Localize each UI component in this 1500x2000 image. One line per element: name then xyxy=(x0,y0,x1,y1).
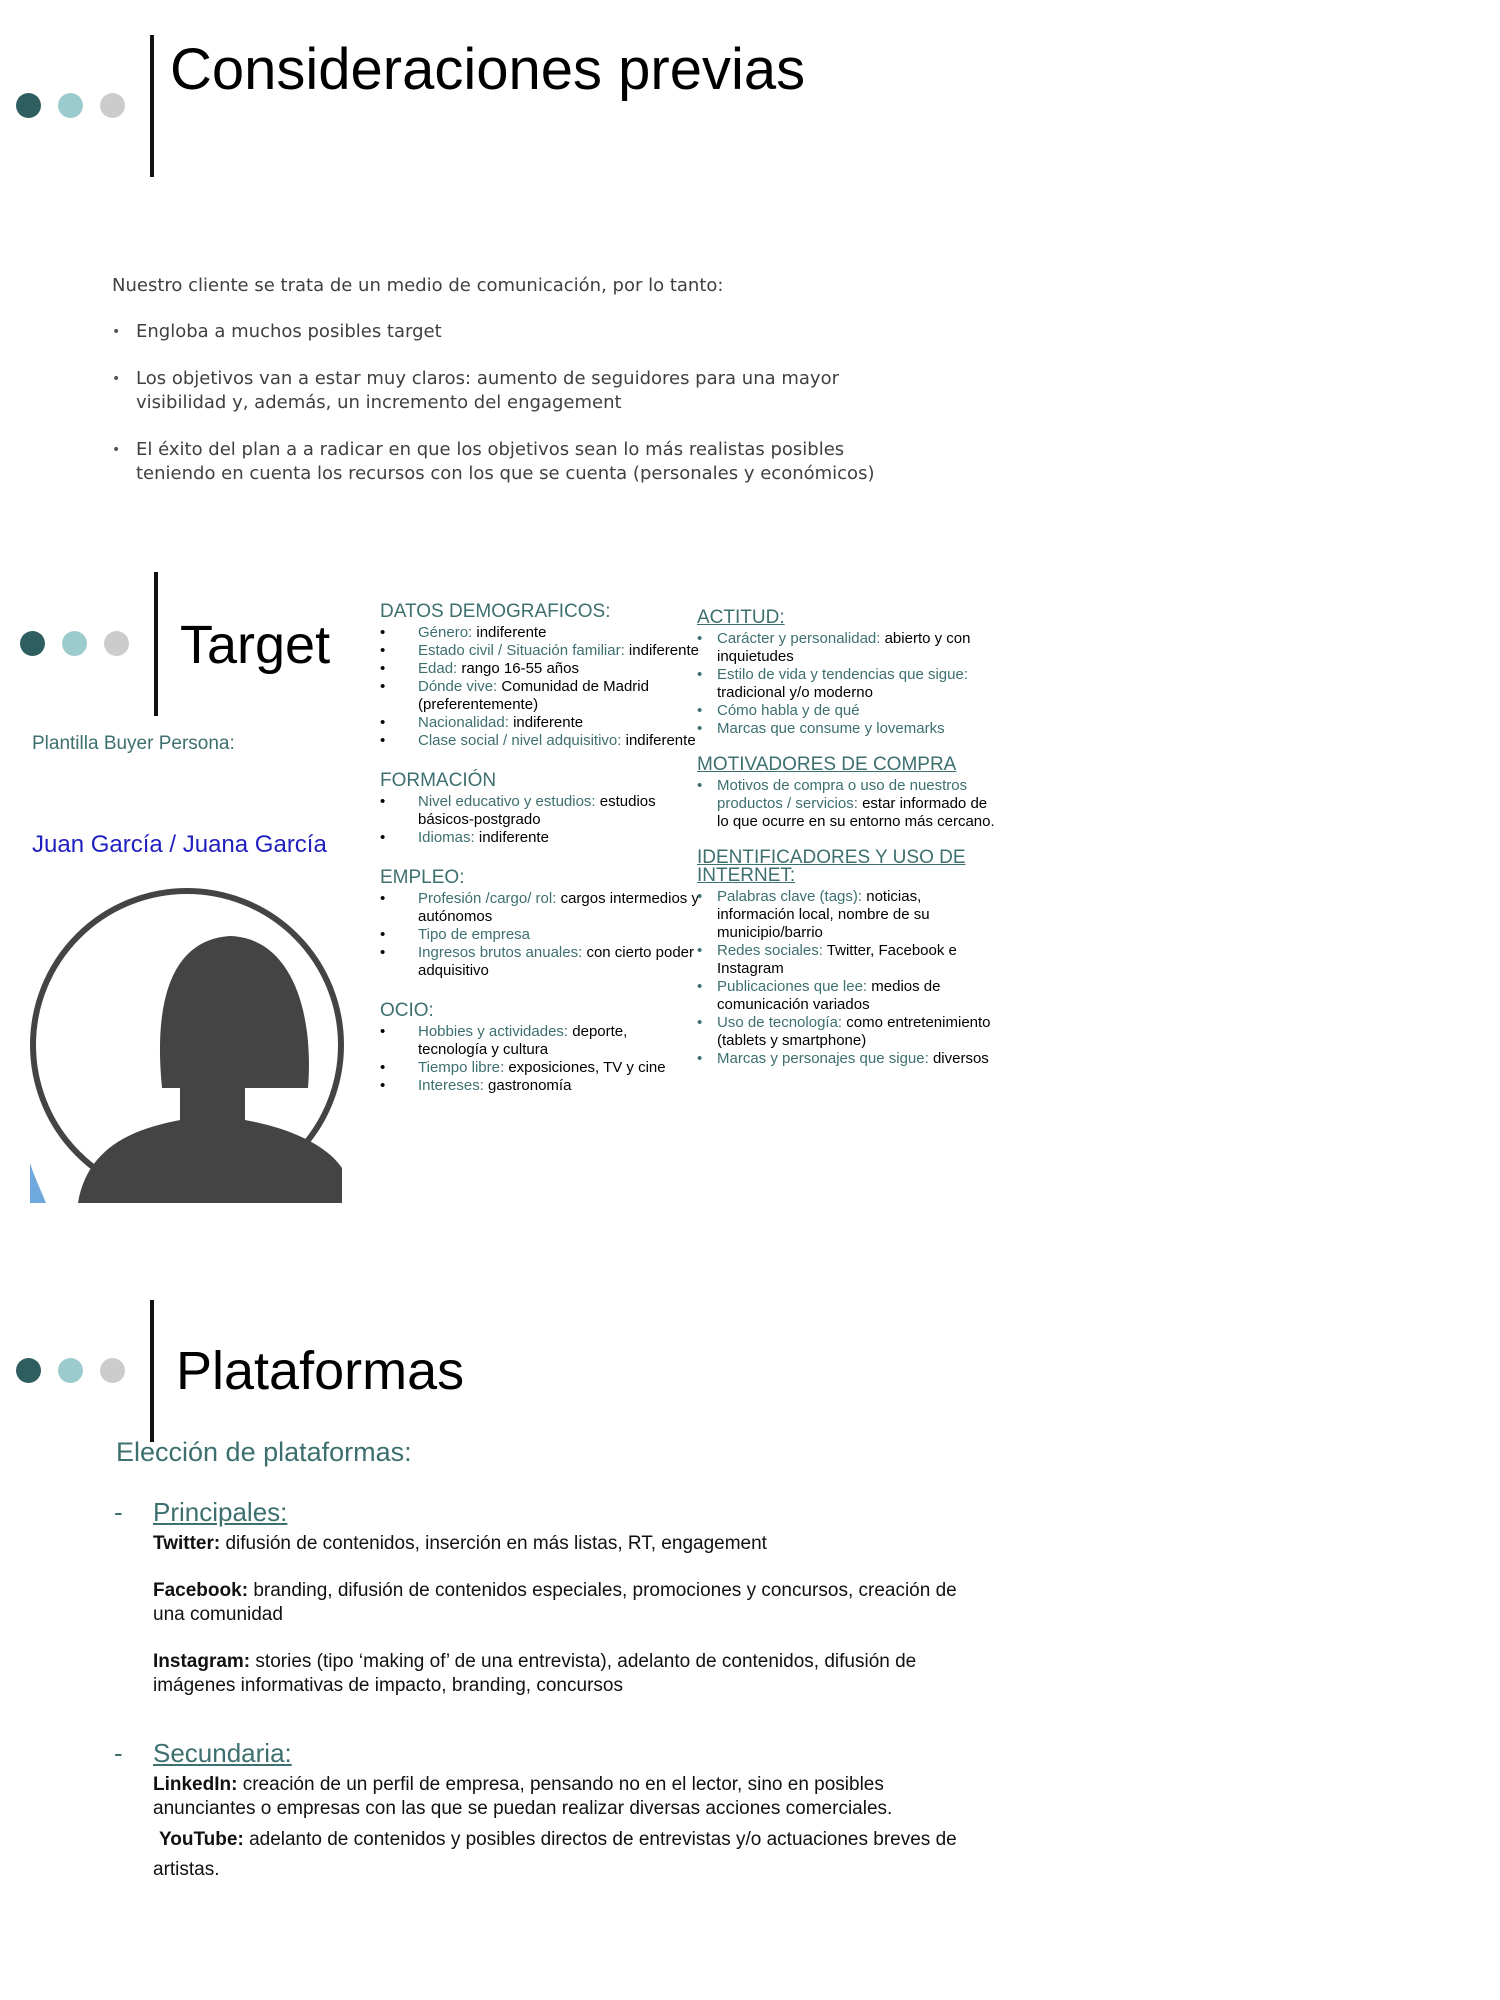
list-item: • Hobbies y actividades: deporte, tecnología y cultura xyxy=(380,1023,700,1059)
platforms-subtitle: Elección de plataformas: xyxy=(116,1437,412,1467)
formation-heading: FORMACIÓN xyxy=(380,770,497,791)
list-item: • Marcas y personajes que sigue: diversos xyxy=(697,1050,997,1068)
list-item: • Engloba a muchos posibles target xyxy=(112,320,912,344)
attitude-list xyxy=(697,630,997,738)
section-decoration-dots xyxy=(16,93,125,118)
list-item: • Estado civil / Situación familiar: indiferente xyxy=(380,642,700,660)
title-divider xyxy=(150,35,154,177)
section-title: Plataformas xyxy=(176,1341,465,1401)
motivators-heading: MOTIVADORES DE COMPRA xyxy=(697,754,957,775)
list-dash: - xyxy=(114,1738,123,1768)
list-item: • Tipo de empresa xyxy=(380,926,700,944)
person-silhouette-icon xyxy=(30,888,345,1203)
main-platforms-block xyxy=(114,1497,1014,1700)
list-item: • Publicaciones que lee: medios de comunicación variados xyxy=(697,978,997,1014)
title-divider xyxy=(154,572,158,716)
platform-twitter: Twitter: difusión de contenidos, inserción en más listas, RT, engagement xyxy=(153,1533,767,1554)
list-dash: - xyxy=(114,1497,123,1527)
motivators-list xyxy=(697,777,997,831)
attitude-heading: ACTITUD: xyxy=(697,607,785,628)
secondary-platforms-block xyxy=(114,1738,1014,1901)
employment-list xyxy=(380,890,700,980)
leisure-list xyxy=(380,1023,700,1095)
section-decoration-dots xyxy=(16,1358,125,1383)
list-item: • Ingresos brutos anuales: con cierto poder adquisitivo xyxy=(380,944,700,980)
section-decoration-dots xyxy=(20,631,129,656)
dark-teal-dot xyxy=(16,1358,41,1383)
list-item: • El éxito del plan a a radicar en que los objetivos sean lo más realistas posibles teniendo en cuenta los recursos con los que se cuenta (personales y económicos) xyxy=(112,438,912,486)
intro-sentence: Nuestro cliente se trata de un medio de comunicación, por lo tanto: xyxy=(112,275,724,296)
list-item: • Carácter y personalidad: abierto y con inquietudes xyxy=(697,630,997,666)
platform-linkedin: LinkedIn: creación de un perfil de empresa, pensando no en el lector, sino en posibles anunciantes o empresas con las que se puedan realizar diversas acciones comerciales. xyxy=(153,1774,893,1819)
list-item: • Cómo habla y de qué xyxy=(697,702,997,720)
list-item: • Género: indiferente xyxy=(380,624,700,642)
persona-column-left xyxy=(380,603,700,1117)
list-item: • Idiomas: indiferente xyxy=(380,829,700,847)
list-item: • Los objetivos van a estar muy claros: aumento de seguidores para una mayor visibilidad y, además, un incremento del engagement xyxy=(112,367,912,415)
demographics-heading: DATOS DEMOGRAFICOS: xyxy=(380,601,611,622)
intro-text-block xyxy=(112,274,912,509)
list-item: • Estilo de vida y tendencias que sigue: tradicional y/o moderno xyxy=(697,666,997,702)
section-title: Target xyxy=(180,615,331,675)
main-platforms-heading: Principales: xyxy=(153,1497,288,1527)
title-divider xyxy=(150,1300,154,1442)
light-teal-dot xyxy=(58,1358,83,1383)
persona-column-right xyxy=(697,609,997,1090)
secondary-platforms-heading: Secundaria: xyxy=(153,1738,292,1768)
buyer-persona-label: Plantilla Buyer Persona: xyxy=(32,733,235,754)
persona-name: Juan García / Juana García xyxy=(32,831,327,858)
grey-dot xyxy=(104,631,129,656)
platform-facebook: Facebook: branding, difusión de contenidos especiales, promociones y concursos, creación de una comunidad xyxy=(153,1580,957,1625)
dark-teal-dot xyxy=(20,631,45,656)
demographics-list xyxy=(380,624,700,750)
list-item: • Nacionalidad: indiferente xyxy=(380,714,700,732)
light-teal-dot xyxy=(58,93,83,118)
light-teal-dot xyxy=(62,631,87,656)
dark-teal-dot xyxy=(16,93,41,118)
platform-instagram: Instagram: stories (tipo ‘making of’ de una entrevista), adelanto de contenidos, difusión de imágenes informativas de impacto, branding, concursos xyxy=(153,1651,917,1696)
list-item: • Nivel educativo y estudios: estudios básicos-postgrado xyxy=(380,793,700,829)
employment-heading: EMPLEO: xyxy=(380,867,465,888)
list-item: • Dónde vive: Comunidad de Madrid (preferentemente) xyxy=(380,678,700,714)
list-item: • Motivos de compra o uso de nuestros productos / servicios: estar informado de lo que ocurre en su entorno más cercano. xyxy=(697,777,997,831)
page-title: Consideraciones previas xyxy=(170,37,806,102)
list-item: • Palabras clave (tags): noticias, información local, nombre de su municipio/barrio xyxy=(697,888,997,942)
leisure-heading: OCIO: xyxy=(380,1000,434,1021)
grey-dot xyxy=(100,1358,125,1383)
internet-heading: IDENTIFICADORES Y USO DE INTERNET: xyxy=(697,847,966,886)
platform-youtube: YouTube: adelanto de contenidos y posibles directos de entrevistas y/o actuaciones breves de artistas. xyxy=(153,1829,957,1880)
list-item: • Profesión /cargo/ rol: cargos intermedios y autónomos xyxy=(380,890,700,926)
list-item: • Edad: rango 16-55 años xyxy=(380,660,700,678)
list-item: • Clase social / nivel adquisitivo: indiferente xyxy=(380,732,700,750)
formation-list xyxy=(380,793,700,847)
grey-dot xyxy=(100,93,125,118)
list-item: • Marcas que consume y lovemarks xyxy=(697,720,997,738)
list-item: • Tiempo libre: exposiciones, TV y cine xyxy=(380,1059,700,1077)
internet-list xyxy=(697,888,997,1068)
list-item: • Uso de tecnología: como entretenimiento (tablets y smartphone) xyxy=(697,1014,997,1050)
list-item: • Redes sociales: Twitter, Facebook e Instagram xyxy=(697,942,997,978)
intro-bullet-list xyxy=(112,320,912,486)
list-item: • Intereses: gastronomía xyxy=(380,1077,700,1095)
